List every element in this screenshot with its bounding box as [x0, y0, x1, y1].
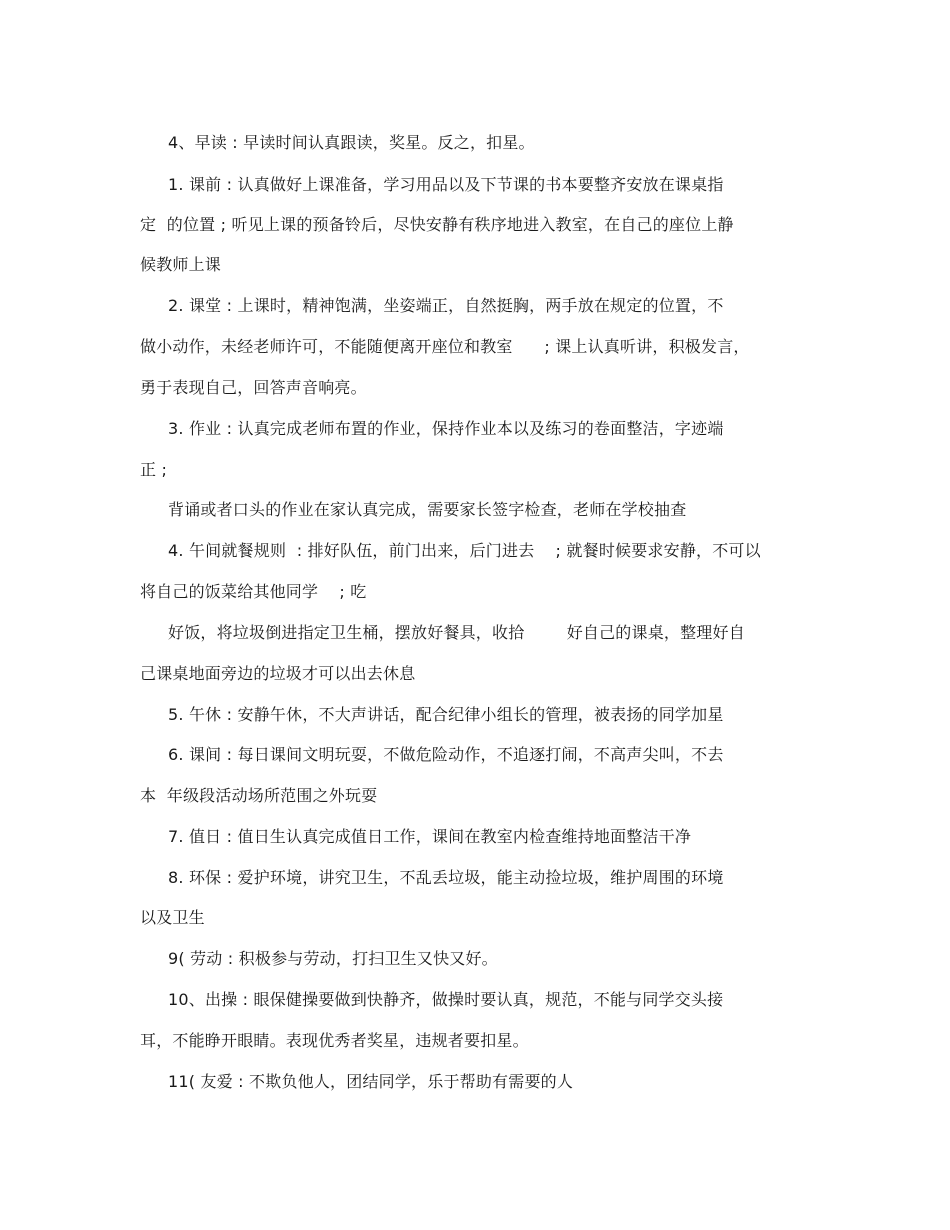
text-line: 好饭，将垃圾倒进指定卫生桶，摆放好餐具，收拾 好自己的课桌，整理好自 — [168, 623, 745, 642]
text-line: 以及卫生 — [140, 908, 205, 927]
text-line: 10、出操 : 眼保健操要做到快静齐，做操时要认真，规范，不能与同学交头接 — [168, 990, 724, 1009]
text-line: 候教师上课 — [140, 255, 222, 274]
text-line: 定 的位置 ; 听见上课的预备铃后，尽快安静有秩序地进入教室，在自己的座位上静 — [140, 215, 734, 234]
text-line: 勇于表现自己，回答声音响亮。 — [140, 378, 367, 397]
text-line: 将自己的饭菜给其他同学 ; 吃 — [140, 582, 367, 601]
text-line: 耳，不能睁开眼睛。表现优秀者奖星，违规者要扣星。 — [140, 1031, 529, 1050]
text-line: 11( 友爱 : 不欺负他人，团结同学，乐于帮助有需要的人 — [168, 1072, 574, 1091]
text-line: 3. 作业 : 认真完成老师布置的作业，保持作业本以及练习的卷面整洁，字迹端 — [168, 419, 724, 438]
text-line: 2. 课堂 : 上课时，精神饱满，坐姿端正，自然挺胸，两手放在规定的位置，不 — [168, 296, 724, 315]
text-line: 正 ; — [140, 460, 168, 479]
text-line: 做小动作，未经老师许可，不能随便离开座位和教室 ; 课上认真听讲，积极发言， — [140, 337, 750, 356]
text-line: 6. 课间 : 每日课间文明玩耍，不做危险动作，不追逐打闹，不高声尖叫，不去 — [168, 745, 724, 764]
text-line: 本 年级段活动场所范围之外玩耍 — [140, 786, 378, 805]
text-line: 5. 午休 : 安静午休，不大声讲话，配合纪律小组长的管理，被表扬的同学加星 — [168, 705, 724, 724]
text-line: 4、早读 : 早读时间认真跟读，奖星。反之，扣星。 — [168, 133, 535, 152]
text-line: 9( 劳动 : 积极参与劳动，打扫卫生又快又好。 — [168, 949, 498, 968]
text-line: 1. 课前 : 认真做好上课准备，学习用品以及下节课的书本要整齐安放在课桌指 — [168, 175, 724, 194]
text-line: 7. 值日 : 值日生认真完成值日工作，课间在教室内检查维持地面整洁干净 — [168, 827, 692, 846]
text-line: 背诵或者口头的作业在家认真完成，需要家长签字检查，老师在学校抽查 — [168, 500, 687, 519]
text-line: 己课桌地面旁边的垃圾才可以出去休息 — [140, 664, 416, 683]
text-line: 8. 环保 : 爱护环境，讲究卫生，不乱丢垃圾，能主动捡垃圾，维护周围的环境 — [168, 868, 724, 887]
text-line: 4. 午间就餐规则 : 排好队伍，前门出来，后门进去 ; 就餐时候要求安静，不可以 — [168, 541, 761, 560]
